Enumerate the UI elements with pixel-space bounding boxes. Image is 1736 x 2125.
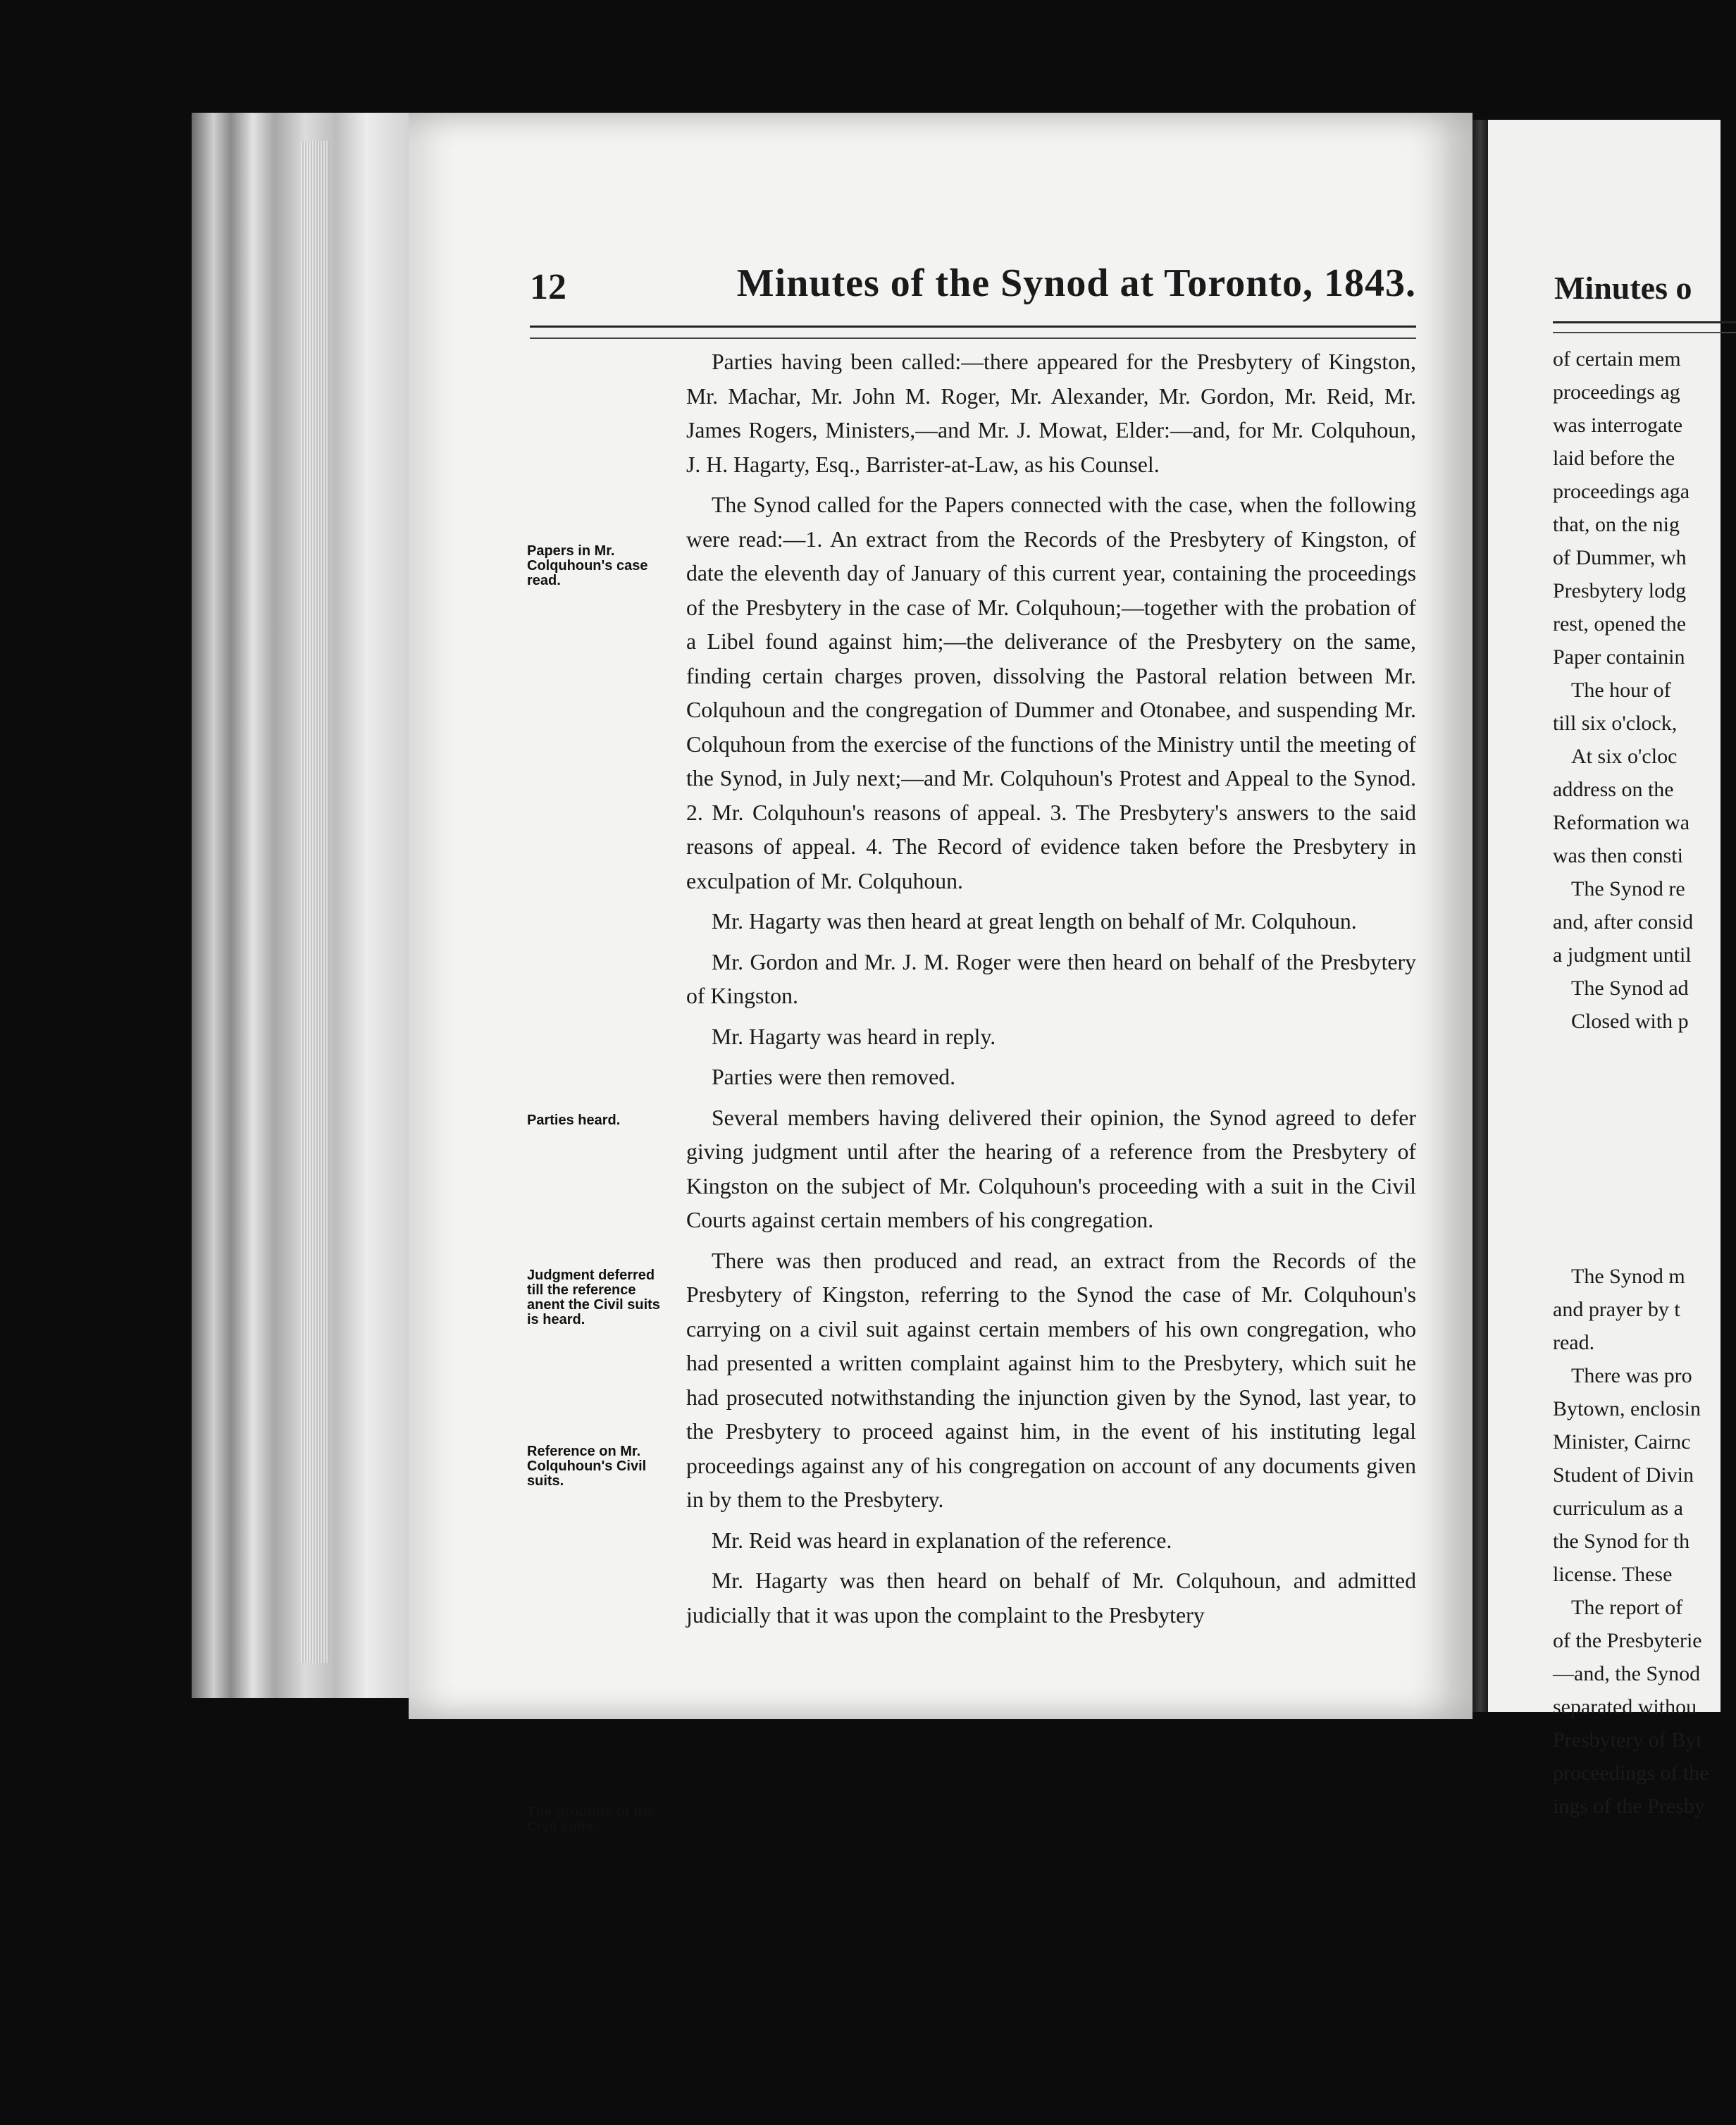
margin-note: Papers in Mr. Colquhoun's case read. [527,543,648,588]
right-page-line: that, on the nig [1553,513,1680,536]
right-page-block-1 [1553,342,1736,1038]
right-page-line: was then consti [1553,844,1683,867]
right-page-line: The Synod m [1571,1265,1685,1288]
right-page-line: of the Presbyterie [1553,1629,1702,1652]
right-page-line: The hour of [1571,679,1671,702]
right-page-line: The Synod re [1571,877,1685,900]
right-page-line: of certain mem [1553,347,1681,371]
right-page-line: address on the [1553,778,1674,801]
right-page-block-2 [1553,1260,1736,1823]
paragraph: There was then produced and read, an extract from the Records of the Presbytery of Kingston, referring to the Synod the case of Mr. Colquhoun's carrying on a civil suit against certain members of his own congregation, who had presented a written complaint against him to the Presbytery, which suit he had prosecuted notwithstanding the injunction given by the Synod, last year, to the Presbytery to proceed against him, in the event of his instituting legal proceedings against any of his congregation on account of any documents given in by them to the Presbytery. [686,1248,1416,1512]
paragraph: Mr. Hagarty was then heard at great length on behalf of Mr. Colquhoun. [712,909,1357,934]
margin-note: Reference on Mr. Colquhoun's Civil suits. [527,1444,647,1489]
right-page-line: was interrogate [1553,414,1683,437]
right-page-line: Closed with p [1571,1010,1689,1033]
right-page-line: separated withou [1553,1695,1697,1718]
book-gutter [1472,120,1488,1712]
right-page-line: ings of the Presby [1553,1795,1705,1818]
right-page-line: Bytown, enclosin [1553,1397,1701,1420]
right-page-line: Minister, Cairnc [1553,1430,1691,1454]
margin-note: Judgment deferred till the reference anent the Civil suits is heard. [527,1268,660,1327]
running-title: Minutes of the Synod at Toronto, 1843. [736,261,1416,305]
paragraph: The Synod called for the Papers connected with the case, when the following were read:—1. An extract from the Records of the Presbytery of Kingston, of date the eleventh day of January of this current year, containing the proceedings of the Presbytery in the case of Mr. Colquhoun;—together with the probation of a Libel found against him;—the deliverance of the Presbytery on the same, finding certain charges proven, dissolving the Pastoral relation between Mr. Colquhoun and the congregation of Dummer and Otonabee, and suspending Mr. Colquhoun from the exercise of the functions of the Ministry until the meeting of the Synod, in July next;—and Mr. Colquhoun's Protest and Appeal to the Synod. 2. Mr. Colquhoun's reasons of appeal. 3. The Presbytery's answers to the said reasons of appeal. 4. The Record of evidence taken before the Presbytery in exculpation of Mr. Colquhoun. [686,492,1416,893]
paragraph: Parties were then removed. [712,1065,956,1089]
body-text [686,345,1416,1639]
right-page-line: license. These [1553,1563,1673,1586]
right-page [1488,120,1720,1818]
right-page-line: till six o'clock, [1553,712,1678,735]
right-header-rule [1553,321,1736,333]
right-page-line: proceedings ag [1553,380,1680,404]
paragraph: Mr. Hagarty was heard in reply. [712,1024,996,1049]
right-page-line: There was pro [1571,1364,1692,1387]
paragraph: Mr. Gordon and Mr. J. M. Roger were then heard on behalf of the Presbytery of Kingston. [686,949,1416,1008]
page-number: 12 [530,267,566,307]
right-page-line: read. [1553,1331,1595,1354]
header-rule [530,326,1416,339]
right-page-line: Presbytery of Byt [1553,1728,1702,1752]
right-page-line: and, after consid [1553,910,1694,934]
margin-note: The grounds of the Civil suits. [527,1804,655,1835]
right-page-line: Reformation wa [1553,811,1690,834]
right-page-line: proceedings aga [1553,480,1690,503]
right-page-line: The Synod ad [1571,977,1689,1000]
paragraph: Parties having been called:—there appeared for the Presbytery of Kingston, Mr. Machar, Mr. John M. Roger, Mr. Alexander, Mr. Gordon, Mr. Reid, Mr. James Rogers, Ministers,—and Mr. J. Mowat, Elder:—and, for Mr. Colquhoun, J. H. Hagarty, Esq., Barrister-at-Law, as his Counsel. [686,349,1416,477]
paragraph: Mr. Reid was heard in explanation of the reference. [712,1528,1172,1553]
right-page-line: proceedings of the [1553,1761,1709,1785]
right-page-line: —and, the Synod [1553,1662,1701,1685]
right-page-line: and prayer by t [1553,1298,1680,1321]
book-page-edges [192,113,410,1698]
right-page-line: a judgment until [1553,943,1692,967]
right-page-line: of Dummer, wh [1553,546,1687,569]
right-page-line: Presbytery lodg [1553,579,1687,602]
margin-note: Parties heard. [527,1113,621,1128]
paragraph: Several members having delivered their opinion, the Synod agreed to defer giving judgment until after the hearing of a reference from the Presbytery of Kingston on the subject of Mr. Colquhoun's proceeding with a suit in the Civil Courts against certain members of his congregation. [686,1105,1416,1232]
right-page-line: The report of [1571,1596,1683,1619]
right-page-line: rest, opened the [1553,612,1687,636]
page-header [530,261,1416,310]
paragraph: Mr. Hagarty was then heard on behalf of Mr. Colquhoun, and admitted judicially that it was upon the complaint to the Presbytery [686,1568,1416,1628]
right-page-line: curriculum as a [1553,1497,1683,1520]
right-page-line: At six o'cloc [1571,745,1678,768]
right-running-title: Minutes o [1554,270,1692,306]
right-page-line: laid before the [1553,447,1675,470]
right-page-line: Student of Divin [1553,1463,1694,1487]
right-page-line: the Synod for th [1553,1530,1690,1553]
right-page-line: Paper containin [1553,645,1685,669]
